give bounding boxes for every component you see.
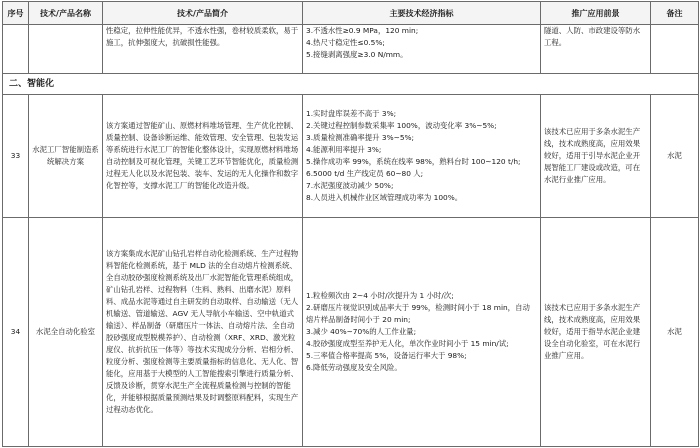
section-title: 二、智能化 <box>3 74 699 95</box>
indicator-item: 8.人员进入机械作业区域管理成功率为 100%。 <box>306 193 463 202</box>
intro-cell: 该方案通过智能矿山、原燃材料堆场管理、生产优化控制、质量控制、设备诊断运维、能效管理、安全管理、包装发运等系统进行水泥工厂的智能化整体设计，实现原燃材料堆场自动控制及可视化管理，关键工艺环节智能优化，质量检测过程无人化以及水泥包装、装车、发运的无人化操作和数字化智控等，支撑水泥工厂的智能化改造升级。 <box>103 95 303 218</box>
prospect-cell: 该技术已应用于多条水泥生产线，技术成熟度高，应用效果较好，适用于指导水泥企业建设全自动化验室，可在水泥行业推广应用。 <box>541 218 651 447</box>
indicator-item: 1.粒检频次由 2~4 小时/次提升为 1 小时/次; <box>306 291 454 300</box>
indicator-item: 3.质量检测准确率提升 3%~5%; <box>306 133 415 142</box>
header-number: 序号 <box>3 2 29 25</box>
table-header-row <box>3 2 699 25</box>
indicator-item: 5.三率值合格率提高 5%，设备运行率大于 98%; <box>306 351 467 360</box>
row-number: 33 <box>3 95 29 218</box>
indicator-item: 6.5000 t/d 生产线定员 60~80 人; <box>306 169 424 178</box>
table-row <box>3 218 699 447</box>
indicator-item: 2.关键过程控制参数采集率 100%，波动变化率 3%~5%; <box>306 121 497 130</box>
tech-name: 水泥全自动化验室 <box>29 218 103 447</box>
indicator-item: 5.操作成功率 99%，系统在线率 98%，熟料台时 100~120 t/h; <box>306 157 521 166</box>
indicator-item: 3.减少 40%~70%的人工作业量; <box>306 327 417 336</box>
indicator-item: 4.胶砂强度成型至养护无人化，单次作业时间小于 15 min/试; <box>306 339 509 348</box>
header-remark: 备注 <box>651 2 699 25</box>
indicator-item: 6.降低劳动强度及安全风险。 <box>306 363 402 372</box>
header-prospect: 推广应用前景 <box>541 2 651 25</box>
table-row-continued <box>3 25 699 74</box>
prospect-cell: 该技术已应用于多条水泥生产线，技术成熟度高，应用效果较好，适用于引导水泥企业开展智能工厂建设或改造，可在水泥行业推广应用。 <box>541 95 651 218</box>
intro-cell: 该方案集成水泥矿山钻孔岩样自动化检测系统、生产过程物料智能化检测系统，基于 MLD 法的全自动熔片检测系统、全自动胶砂强度检测系统及出厂水泥智能化管理系统组成，矿山钻孔岩样、过程物料（生料、熟料、出磨水泥）原料料、成品水泥等通过自主研发的自动取样、自动输送（无人机输送、管道输送、AGV 无人导航小车输送、空中轨道式输送）、样品制备（研磨压片一体法、自动熔片法、全自动胶砂强度成型脱模养护）、自动检测（XRF、XRD、激光粒度仪、抗折抗压一体等）等技术实现成分分析、岩相分析、粒度分析、强度检测等主要质量指标的信息化、无人化、智能化，应用基于大模型的人工智能搜索引擎进行质量分析、反馈及诊断，贯穿水泥生产全流程质量检测与控制的智能化，并能够根据质量预测结果及时调整原料配料，实现生产过程动态优化。 <box>103 218 303 447</box>
header-indicators: 主要技术经济指标 <box>303 2 541 25</box>
section-row <box>3 74 699 95</box>
prospect-cell: 隧道、人防、市政建设等防水工程。 <box>541 25 651 74</box>
indicators-cell <box>303 25 541 74</box>
indicator-item: 2.研磨压片视觉识别成品率大于 99%，检测时间小于 18 min，自动熔片样品制备时间小于 20 min; <box>306 303 530 324</box>
indicators-cell <box>303 95 541 218</box>
indicator-item: 4.热尺寸稳定性≤0.5%; <box>306 38 385 47</box>
remark-cell: 水泥 <box>651 218 699 447</box>
indicator-item: 4.能源利用率提升 3%; <box>306 145 382 154</box>
indicator-item: 5.接缝剥离强度≥3.0 N/mm。 <box>306 50 408 59</box>
header-intro: 技术/产品简介 <box>103 2 303 25</box>
tech-name: 水泥工厂智能制造系统解决方案 <box>29 95 103 218</box>
indicator-item: 3.不透水性≥0.9 MPa，120 min; <box>306 26 419 35</box>
indicators-cell <box>303 218 541 447</box>
header-name: 技术/产品名称 <box>29 2 103 25</box>
row-number: 34 <box>3 218 29 447</box>
intro-cell: 性稳定，拉伸性能优异，不透水性强，卷材较质柔软，易于施工，抗伸强度大，抗破损性能强。 <box>103 25 303 74</box>
remark-cell: 水泥 <box>651 95 699 218</box>
technology-table <box>2 1 699 447</box>
indicator-item: 7.水泥强度波动减少 50%; <box>306 181 394 190</box>
indicator-item: 1.实时盘库误差不高于 3%; <box>306 109 397 118</box>
table-row <box>3 95 699 218</box>
